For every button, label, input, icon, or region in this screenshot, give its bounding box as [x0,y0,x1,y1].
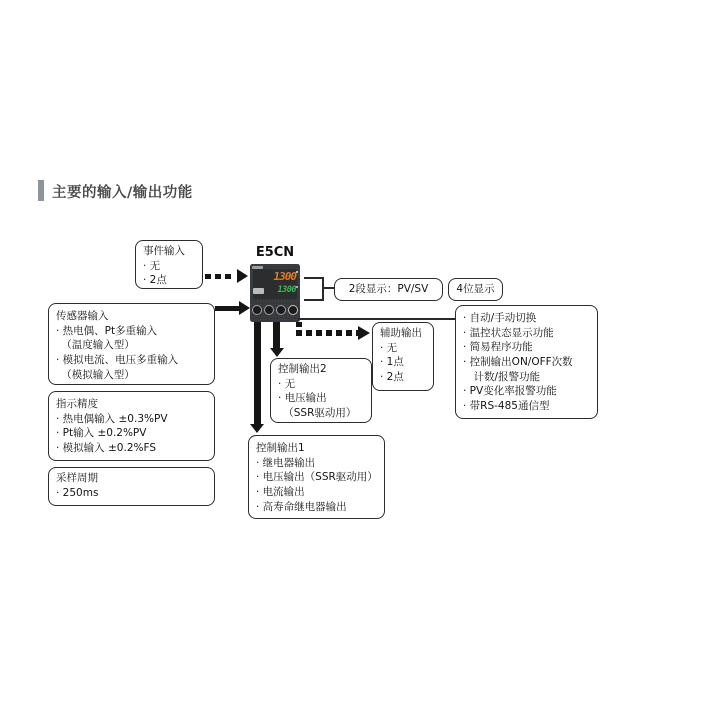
aux-output-line: · 2点 [380,371,404,384]
device-button-up-icon [288,305,298,315]
accuracy-line: · 热电偶输入 ±0.3%PV [56,412,168,425]
device-model-label: E5CN [255,245,295,260]
sensor-input-line: （模拟输入型） [56,368,135,381]
control-output1-line: · 电压输出（SSR驱动用） [256,471,378,484]
features-box [455,305,598,419]
feature-line: · PV变化率报警功能 [463,385,557,398]
aux-output-line: · 1点 [380,356,404,369]
event-input-title: 事件输入 [143,245,185,257]
display-rows-label: 2段显示：PV/SV [348,283,429,296]
sensor-input-box [48,303,215,385]
event-input-arrowhead-icon [237,269,248,283]
control-output2-line: · 无 [278,377,296,390]
event-input-line: · 无 [143,259,161,272]
feature-line: · 温控状态显示功能 [463,326,554,339]
control-output2-arrowhead-icon [270,348,284,357]
control-output1-arrowhead-icon [250,424,264,433]
control-output1-box [248,435,385,519]
sensor-input-line: · 模拟电流、电压多重输入 [56,354,179,367]
bracket-vertical [322,277,324,301]
control-output1-line: · 电流输出 [256,486,305,499]
sampling-title: 采样周期 [56,472,98,484]
accuracy-line: · 模拟输入 ±0.2%FS [56,442,157,455]
accuracy-line: · Pt输入 ±0.2%PV [56,427,147,440]
feature-line: 计数/报警功能 [463,370,541,383]
features-connector-line [298,318,455,320]
control-output1-title: 控制输出1 [256,442,305,454]
aux-output-title: 辅助输出 [380,327,422,339]
event-input-dashed-line [205,274,235,279]
accuracy-box [48,391,215,461]
aux-output-arrowhead-icon [358,326,370,340]
aux-output-box [372,322,434,391]
display-digits-callout [448,278,503,301]
aux-output-line: · 无 [380,341,398,354]
feature-line: · 自动/手动切换 [463,312,537,324]
section-title-accent-bar [38,180,44,201]
feature-line: · 简易程序功能 [463,341,533,354]
control-output1-line-shaft [254,322,261,424]
device-indicator-chip [253,288,264,294]
control-output2-line-shaft [273,322,280,348]
device-button-level-icon [252,305,262,315]
event-input-box [135,240,203,289]
feature-line: · 控制输出ON/OFF次数 [463,356,573,369]
control-output2-box [270,358,372,423]
sensor-input-line: （温度输入型） [56,339,135,352]
section-title: 主要的输入/输出功能 [52,185,193,201]
sensor-input-arrowhead-icon [239,301,250,315]
bracket-tick-top [304,277,323,279]
aux-output-dashed-horizontal [296,330,358,336]
control-output1-line: · 继电器输出 [256,456,316,469]
device-pv-readout: 1300 [273,270,296,283]
sensor-input-title: 传感器输入 [56,310,109,322]
bracket-connector [323,287,334,289]
control-output2-line: （SSR驱动用） [278,407,357,420]
display-digits-label: 4位显示 [456,283,495,296]
pv-unit-mark [296,271,298,273]
device-button-mode-icon [264,305,274,315]
control-output2-title: 控制输出2 [278,363,327,375]
control-output1-line: · 高寿命继电器输出 [256,500,347,513]
sampling-box [48,467,215,506]
device-sv-readout: 1300 [277,285,296,295]
sampling-line: · 250ms [56,486,99,499]
display-rows-callout [334,278,443,301]
device-button-down-icon [276,305,286,315]
sv-unit-mark [296,286,298,288]
bracket-tick-bottom [304,299,323,301]
accuracy-title: 指示精度 [56,398,98,410]
feature-line: · 带RS-485通信型 [463,400,550,413]
sensor-input-line-shaft [215,306,239,311]
control-output2-line: · 电压输出 [278,392,327,405]
event-input-line: · 2点 [143,274,167,287]
sensor-input-line: · 热电偶、Pt多重输入 [56,324,158,337]
